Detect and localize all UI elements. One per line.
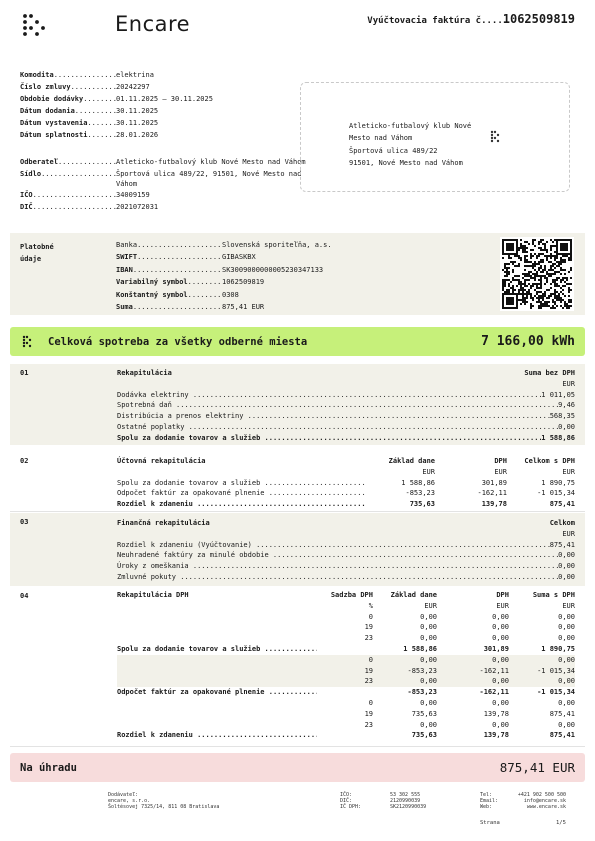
table-row <box>117 644 575 655</box>
footer-line: Web: <box>480 804 493 810</box>
column-unit: EUR <box>562 379 575 388</box>
row-label <box>117 666 317 677</box>
footer-line: 2120990039 <box>390 798 421 804</box>
table-row <box>117 709 575 720</box>
footer-line: Tel: <box>480 792 493 798</box>
row-label: Úroky z omeškania ..... <box>117 561 558 572</box>
row-value: 1 890,75 <box>541 644 575 653</box>
row-value: -1 015,34 <box>537 666 575 675</box>
column-head: DPH <box>494 457 507 465</box>
row-value: 19 <box>364 623 373 632</box>
table-row <box>117 698 575 709</box>
column-unit: EUR <box>422 467 435 476</box>
address-line: 91501, Nové Mesto nad Váhom <box>349 158 463 167</box>
row-value: 19 <box>364 666 373 675</box>
table-row <box>117 540 575 551</box>
row-value: 735,63 <box>411 709 437 718</box>
brand-name: Encare <box>115 12 191 36</box>
row-value: 0,00 <box>420 698 437 707</box>
dots-icon <box>490 130 500 144</box>
row-value: 0,00 <box>492 612 509 621</box>
column-head: Celkom s DPH <box>524 457 575 465</box>
consumption-label: Celková spotreba za všetky odberné miesta <box>48 336 308 348</box>
amount-due-value: 875,41 EUR <box>499 760 575 775</box>
info-value: Športová ulica 489/22, 91501, Nové Mesto nad Váhom <box>116 170 302 188</box>
row-value: 139,78 <box>481 500 507 509</box>
row-label: Rozdiel k zdaneniu ..... <box>117 730 317 741</box>
row-value: 735,63 <box>411 731 437 740</box>
payment-label: Suma ..... <box>116 301 222 313</box>
row-value: 9,46 <box>558 401 575 410</box>
row-label: Spolu za dodanie tovarov a služieb ..... <box>117 478 365 489</box>
table-row <box>117 390 575 401</box>
table-row <box>117 550 575 561</box>
column-unit: % <box>368 601 373 610</box>
row-value: 0,00 <box>558 677 575 686</box>
address-line: Atleticko-futbalový klub Nové <box>349 122 472 130</box>
section-number: 01 <box>20 369 29 377</box>
address-window <box>300 82 570 192</box>
row-value: 1 588,86 <box>401 478 435 487</box>
info-row <box>20 156 310 168</box>
row-spacer <box>317 687 373 698</box>
section-number: 02 <box>20 457 29 465</box>
row-value: 0,00 <box>558 551 575 560</box>
row-value: 1 890,75 <box>541 478 575 487</box>
table-row <box>117 687 575 698</box>
row-label: Dodávka elektriny ..... <box>117 390 541 401</box>
row-value: 875,41 <box>549 709 575 718</box>
info-value: elektrina <box>116 71 154 79</box>
info-row <box>20 81 310 93</box>
payment-value: Slovenská sporiteľňa, a.s. <box>222 241 332 249</box>
info-row <box>20 105 310 117</box>
table-row <box>117 622 575 633</box>
payment-details <box>10 233 585 315</box>
customer-info <box>20 156 310 213</box>
info-value: 20242297 <box>116 83 150 91</box>
row-value: -1 015,34 <box>537 489 575 498</box>
info-label: Dátum splatnosti ..... <box>20 129 116 141</box>
payment-row <box>116 301 386 313</box>
row-value: 875,41 <box>549 500 575 509</box>
row-value: 23 <box>364 720 373 729</box>
section-number: 04 <box>20 592 29 600</box>
table-row <box>117 488 575 499</box>
row-value: 0,00 <box>492 720 509 729</box>
row-value: -1 015,34 <box>537 688 575 697</box>
payment-row <box>116 276 386 288</box>
section-recapitulation <box>10 364 585 445</box>
info-row <box>20 189 310 201</box>
row-value: 0 <box>368 612 373 621</box>
payment-value: SK3009000000005230347133 <box>222 265 324 274</box>
row-value: 0,00 <box>420 720 437 729</box>
row-value: 1 588,86 <box>541 433 575 442</box>
payment-label: Variabilný symbol ..... <box>116 276 222 288</box>
row-value: 0,00 <box>558 572 575 581</box>
column-head: Suma s DPH <box>532 591 575 599</box>
info-label: Obdobie dodávky ..... <box>20 93 116 105</box>
row-label: Distribúcia a prenos elektriny ..... <box>117 411 550 422</box>
info-label: Dátum vystavenia ..... <box>20 117 116 129</box>
info-value: 01.11.2025 – 30.11.2025 <box>116 95 213 103</box>
row-label <box>117 676 317 687</box>
row-spacer <box>317 644 373 655</box>
row-label <box>117 633 317 644</box>
row-value: 735,63 <box>409 500 435 509</box>
info-row <box>20 129 310 141</box>
table-row <box>117 411 575 422</box>
payment-value: GIBASKBX <box>222 253 256 262</box>
info-value: 34009159 <box>116 191 150 199</box>
info-label: Komodita ..... <box>20 69 116 81</box>
encare-logo-icon <box>22 13 46 37</box>
footer-line: +421 902 500 500 <box>517 792 566 798</box>
row-value: 0,00 <box>420 623 437 632</box>
footer-line: IČ DPH: <box>340 804 362 810</box>
payment-title-line1: Platobné <box>20 243 54 251</box>
column-unit: EUR <box>562 467 575 476</box>
payment-label: SWIFT ..... <box>116 251 222 263</box>
row-label: Ostatné poplatky ..... <box>117 422 558 433</box>
footer-line: Šoltésovej 7325/14, 811 08 Bratislava <box>108 804 220 810</box>
payment-value: 0308 <box>222 290 239 299</box>
row-label: Rozdiel k zdaneniu (Vyúčtovanie) ..... <box>117 540 550 551</box>
row-value: -162,11 <box>479 688 509 697</box>
row-value: -853,23 <box>407 688 437 697</box>
payment-title <box>20 241 80 265</box>
column-unit: EUR <box>424 601 437 610</box>
page-number: 1/5 <box>556 820 566 826</box>
footer-line: Dodávateľ: <box>108 792 139 798</box>
row-value: 1 011,05 <box>541 390 575 399</box>
table-row <box>117 499 575 510</box>
total-consumption-bar <box>10 327 585 356</box>
info-value: 30.11.2025 <box>116 107 159 115</box>
row-value: 23 <box>364 634 373 643</box>
address-line: Športová ulica 489/22 <box>349 146 438 155</box>
row-label: Spolu za dodanie tovarov a služieb ..... <box>117 433 541 444</box>
footer-line: DIČ: <box>340 798 353 804</box>
payment-label: Banka ..... <box>116 239 222 251</box>
info-row <box>20 117 310 129</box>
row-value: 0,00 <box>558 422 575 431</box>
invoice-title <box>367 12 575 27</box>
row-value: -162,11 <box>477 489 507 498</box>
row-value: 568,35 <box>549 412 575 421</box>
footer-line: 53 302 555 <box>390 792 421 798</box>
info-label: Sídlo ..... <box>20 168 116 189</box>
row-value: 0 <box>368 698 373 707</box>
footer-line: Email: <box>480 798 499 804</box>
info-value: 2021072031 <box>116 203 159 211</box>
section-title: Finančná rekapitulácia <box>117 519 210 527</box>
row-value: 0 <box>368 655 373 664</box>
payment-row <box>116 264 386 276</box>
table-row <box>117 561 575 572</box>
row-value: 301,89 <box>483 644 509 653</box>
row-value: 0,00 <box>420 612 437 621</box>
row-value: 0,00 <box>492 655 509 664</box>
section-title: Rekapitulácia <box>117 369 172 377</box>
invoice-info <box>20 69 310 141</box>
section-number: 03 <box>20 518 29 526</box>
table-row <box>117 433 575 444</box>
row-value: 875,41 <box>549 731 575 740</box>
payment-title-line2: údaje <box>20 255 42 263</box>
info-label: DIČ ..... <box>20 201 116 213</box>
table-row <box>117 666 575 677</box>
row-label: Rozdiel k zdaneniu ..... <box>117 499 365 510</box>
payment-label: Konštantný symbol ..... <box>116 289 222 301</box>
row-label <box>117 698 317 709</box>
column-unit: EUR <box>496 601 509 610</box>
amount-due-label: Na úhradu <box>20 762 77 774</box>
payment-row <box>116 239 386 251</box>
row-spacer <box>317 730 373 741</box>
row-label <box>117 622 317 633</box>
section-title: Rekapitulácia DPH <box>117 591 189 599</box>
qr-code-icon <box>500 237 574 311</box>
consumption-value: 7 166,00 kWh <box>481 334 575 349</box>
footer-line: IČO: <box>340 792 353 798</box>
row-value: 0,00 <box>558 623 575 632</box>
table-row <box>117 633 575 644</box>
row-value: 0,00 <box>492 634 509 643</box>
footer-line: info@encare.sk <box>523 798 566 804</box>
row-label: Zmluvné pokuty ..... <box>117 572 558 583</box>
row-value: 0,00 <box>420 655 437 664</box>
row-label <box>117 612 317 623</box>
column-unit: EUR <box>562 529 575 538</box>
row-value: 0,00 <box>558 612 575 621</box>
column-unit: EUR <box>562 601 575 610</box>
row-value: 23 <box>364 677 373 686</box>
row-value: -853,23 <box>405 489 435 498</box>
row-label <box>117 655 317 666</box>
table-row <box>117 720 575 731</box>
page-label: Strana <box>480 820 500 826</box>
row-label: Odpočet faktúr za opakované plnenie ..... <box>117 488 365 499</box>
info-label: Odberateľ ..... <box>20 156 116 168</box>
footer-line: encare, s.r.o. <box>108 798 151 804</box>
invoice-number: 1062509819 <box>502 12 575 26</box>
row-value: 0,00 <box>492 698 509 707</box>
payment-label: IBAN ..... <box>116 264 222 276</box>
row-value: 139,78 <box>483 731 509 740</box>
table-row <box>117 612 575 623</box>
row-value: 301,89 <box>481 478 507 487</box>
table-row <box>117 478 575 489</box>
section-accounting <box>10 452 585 512</box>
address-line: Mesto nad Váhom <box>349 134 413 143</box>
table-row <box>117 730 575 741</box>
info-row <box>20 93 310 105</box>
row-value: 0,00 <box>558 562 575 571</box>
section-title: Účtovná rekapitulácia <box>117 457 206 465</box>
column-head: Základ dane <box>390 591 437 599</box>
column-head: DPH <box>496 591 509 599</box>
table-row <box>117 422 575 433</box>
row-label <box>117 709 317 720</box>
row-value: -853,23 <box>407 666 437 675</box>
info-value: 30.11.2025 <box>116 119 159 127</box>
payment-row <box>116 289 386 301</box>
row-value: 0,00 <box>558 698 575 707</box>
column-unit: EUR <box>494 467 507 476</box>
table-row <box>117 655 575 666</box>
row-value: 139,78 <box>483 709 509 718</box>
row-label: Neuhradené faktúry za minulé obdobie ..... <box>117 550 558 561</box>
table-row <box>117 572 575 583</box>
row-value: -162,11 <box>479 666 509 675</box>
table-row <box>117 676 575 687</box>
payment-value: 875,41 EUR <box>222 303 265 312</box>
payment-row <box>116 251 386 263</box>
info-value: Atleticko-futbalový klub Nové Mesto nad Váhom <box>116 158 306 166</box>
column-head: Sadzba DPH <box>330 591 373 599</box>
info-row <box>20 69 310 81</box>
row-value: 0,00 <box>420 677 437 686</box>
row-value: 0,00 <box>492 677 509 686</box>
info-row <box>20 168 310 189</box>
footer-line: www.encare.sk <box>526 804 566 810</box>
row-value: 0,00 <box>558 634 575 643</box>
row-value: 0,00 <box>420 634 437 643</box>
row-value: 0,00 <box>492 623 509 632</box>
row-value: 875,41 <box>549 540 575 549</box>
dots-icon <box>22 335 32 349</box>
section-vat <box>10 587 585 747</box>
info-label: Dátum dodania ..... <box>20 105 116 117</box>
row-value: 1 588,86 <box>403 644 437 653</box>
row-label: Spolu za dodanie tovarov a služieb ..... <box>117 644 317 655</box>
column-head: Celkom <box>549 519 575 527</box>
footer-line: SK2120990039 <box>390 804 427 810</box>
column-head: Základ dane <box>388 457 435 465</box>
row-value: 0,00 <box>558 655 575 664</box>
payment-value: 1062509819 <box>222 278 265 287</box>
row-label: Odpočet faktúr za opakované plnenie ..... <box>117 687 317 698</box>
info-value: 28.01.2026 <box>116 131 159 139</box>
info-label: Číslo zmluvy ..... <box>20 81 116 93</box>
column-head: Suma bez DPH <box>524 369 575 377</box>
section-financial <box>10 513 585 586</box>
amount-due-bar <box>10 753 585 782</box>
row-value: 0,00 <box>558 720 575 729</box>
info-label: IČO ..... <box>20 189 116 201</box>
row-label <box>117 720 317 731</box>
table-row <box>117 400 575 411</box>
row-label: Spotrebná daň ..... <box>117 400 558 411</box>
invoice-title-prefix: Vyúčtovacia faktúra č.... <box>367 16 503 26</box>
info-row <box>20 201 310 213</box>
row-value: 19 <box>364 709 373 718</box>
